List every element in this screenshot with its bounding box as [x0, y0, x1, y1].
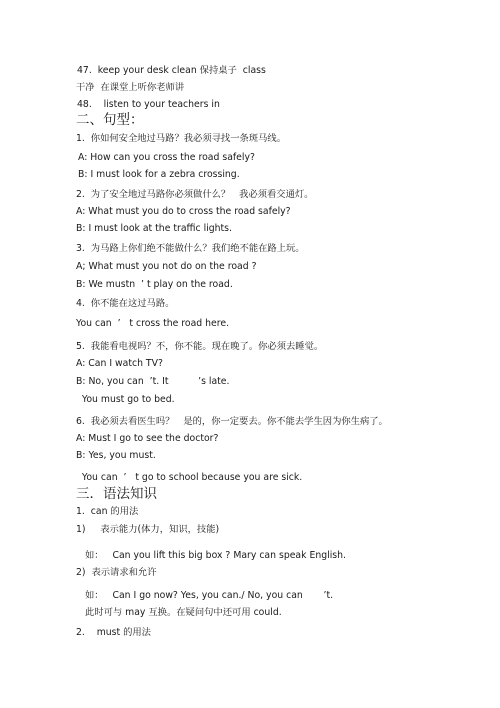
section-heading-grammar: 三．语法知识: [76, 486, 157, 502]
grammar-item-must: 2. must 的用法: [76, 627, 151, 638]
pattern-5-c: You must go to bed.: [76, 394, 175, 405]
pattern-6-c: You can ’ t go to school because you are sick.: [76, 472, 303, 483]
pattern-6-chinese: 6. 我必须去看医生吗？ 是的，你一定要去。你不能去学生因为你生病了。: [76, 416, 388, 427]
pattern-5-a: A: Can I watch TV?: [76, 358, 163, 369]
pattern-6-b: B: Yes, you must.: [76, 450, 156, 461]
pattern-2-b: B: I must look at the traffic lights.: [76, 223, 232, 234]
grammar-can-request-example: 如： Can I go now? Yes, you can./ No, you can ’t.: [85, 590, 334, 601]
pattern-1-a: A: How can you cross the road safely?: [78, 152, 255, 163]
pattern-2-chinese: 2. 为了安全地过马路你必须做什么？ 我必须看交通灯。: [76, 189, 314, 200]
pattern-5-chinese: 5. 我能看电视吗？不，你不能。现在晚了。你必须去睡觉。: [76, 341, 324, 352]
grammar-can-request-note: 此时可与 may 互换。在疑问句中还可用 could.: [85, 607, 282, 618]
vocab-item-47-line1: 47. keep your desk clean 保持桌子 class: [77, 65, 266, 76]
pattern-3-chinese: 3. 为马路上你们绝不能做什么？我们绝不能在路上玩。: [76, 243, 305, 254]
pattern-6-a: A: Must I go to see the doctor?: [76, 433, 219, 444]
pattern-1-b: B: I must look for a zebra crossing.: [78, 169, 240, 180]
grammar-can-ability-example: 如： Can you lift this big box ? Mary can speak English.: [85, 550, 346, 561]
grammar-can-request: 2) 表示请求和允许: [76, 567, 157, 578]
vocab-item-47-line2: 干净 在课堂上听你老师讲: [76, 82, 185, 93]
pattern-4-a: You can ’ t cross the road here.: [76, 318, 230, 329]
vocab-item-48: 48. listen to your teachers in: [77, 99, 220, 110]
grammar-item-can: 1. can 的用法: [76, 506, 139, 517]
pattern-2-a: A: What must you do to cross the road safely?: [76, 206, 291, 217]
grammar-can-ability: 1) 表示能力(体力，知识，技能): [76, 524, 220, 535]
pattern-5-b: B: No, you can ’t. It ’s late.: [76, 376, 230, 387]
pattern-4-chinese: 4. 你不能在这过马路。: [76, 298, 175, 309]
section-heading-sentence-patterns: 二、句型：: [76, 112, 144, 128]
pattern-3-a: A; What must you not do on the road ?: [76, 261, 257, 272]
pattern-1-chinese: 1. 你如何安全地过马路？我必须寻找一条斑马线。: [76, 133, 287, 144]
pattern-3-b: B: We mustn ’ t play on the road.: [76, 279, 233, 290]
